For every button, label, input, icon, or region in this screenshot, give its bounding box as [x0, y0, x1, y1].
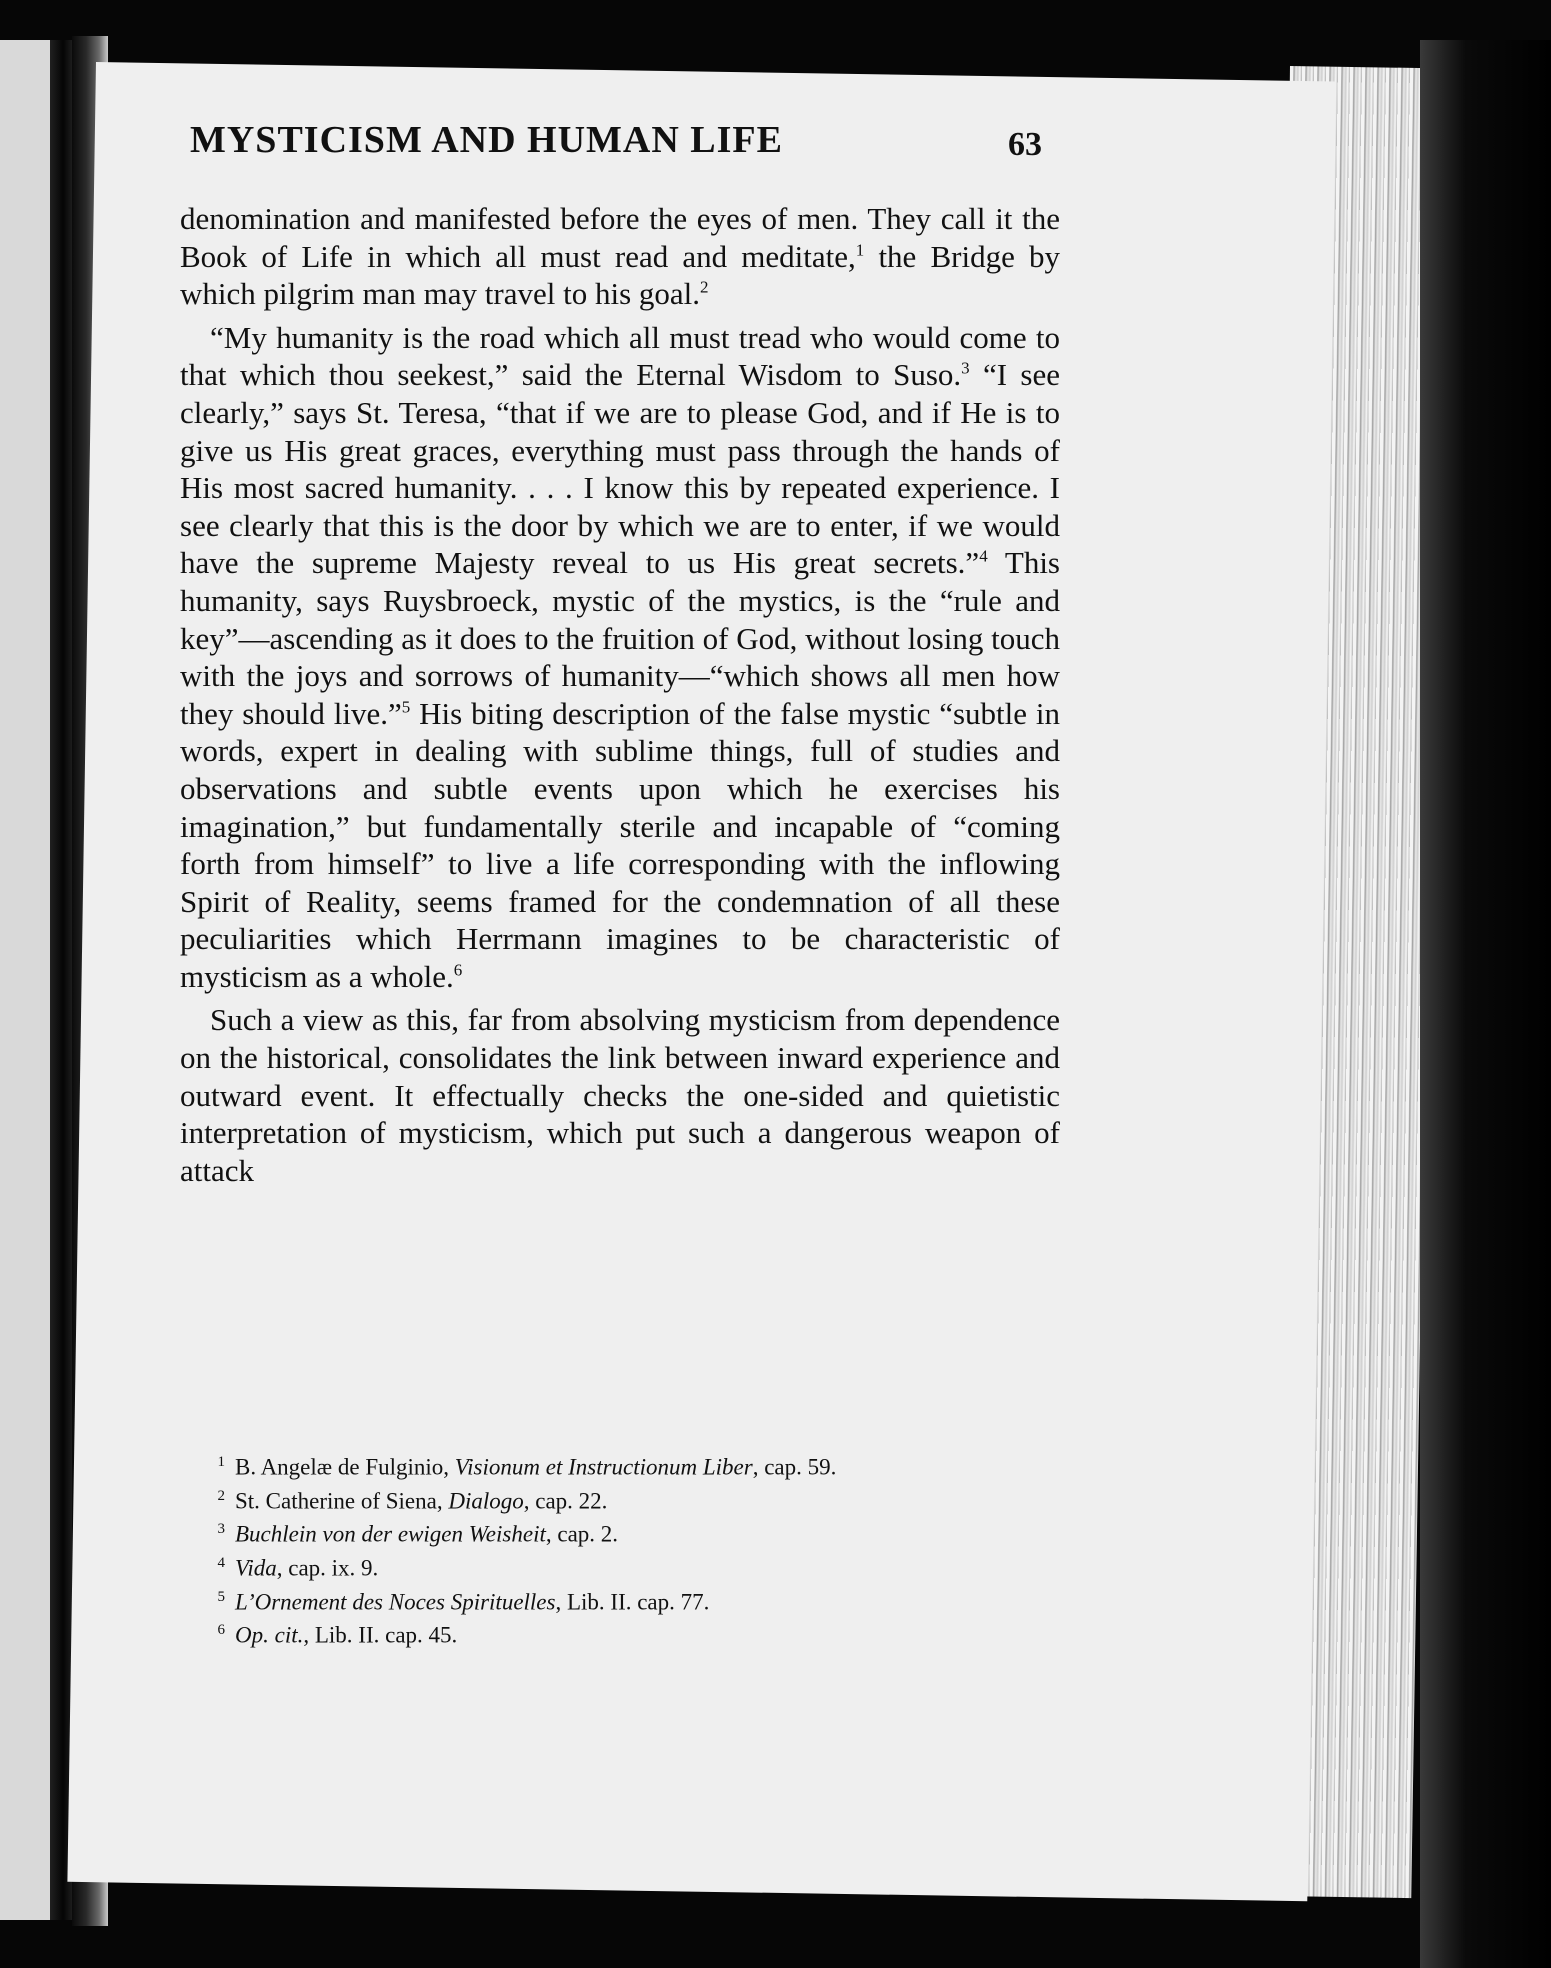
footnote-reference: 5: [401, 697, 411, 717]
footnote: [215, 1583, 1035, 1617]
text-run: This humanity, says Ruysbroeck, mystic of the mystics, is the “rule and key”—ascending as it does to the fruition of God, without losing touch with the joys and sorrows of humanity—“which shows all men how they should live.”: [180, 545, 1060, 731]
text-run: “I see clearly,” says St. Teresa, “that if we are to please God, and if He is to give us His great graces, everything must pass through the hands of His most sacred humanity. . . . I know this by repeated experience. I see clearly that this is the door by which we are to enter, if we would have the supreme Majesty reveal to us His great secrets.”: [180, 357, 1060, 581]
footnote-number: 1: [217, 1454, 225, 1470]
paragraph: [180, 319, 1060, 996]
footnote: [215, 1616, 1035, 1650]
italic-title: L’Ornement des Noces Spirituelles: [235, 1589, 556, 1615]
paragraph: [180, 200, 1060, 313]
italic-title: Vida: [235, 1555, 277, 1581]
text-run: “My humanity is the road which all must tread who would come to that which thou seekest,” said the Eternal Wisdom to Suso.: [180, 319, 1060, 393]
body-text: [180, 200, 1060, 1189]
text-run: His biting description of the false mystic “subtle in words, expert in dealing with sublime things, full of studies and observations and subtle events upon which he exercises his imagination,” but fundamentally sterile and incapable of “coming forth from himself” to live a life corresponding with the inflowing Spirit of Reality, seems framed for the condemnation of all these peculiarities which Herrmann imagines to be characteristic of mysticism as a whole.: [180, 695, 1060, 994]
text-run: , Lib. II. cap. 77.: [555, 1589, 710, 1615]
page-number: 63: [1008, 126, 1042, 163]
text-run: , cap. ix. 9.: [276, 1555, 379, 1581]
text-run: Such a view as this, far from absolving mysticism from dependence on the historical, consolidates the link between inward experience and outward event. It effectually checks the one-sided and quietistic interpretation of mysticism, which put such a dangerous weapon of attack: [180, 1002, 1060, 1188]
paragraph: [180, 1001, 1060, 1189]
italic-title: Dialogo: [448, 1488, 524, 1514]
footnotes: [215, 1448, 1035, 1650]
book-edge-shadow: [1420, 40, 1551, 1968]
footnote: [215, 1448, 1035, 1482]
text-run: denomination and manifested before the eyes of men. They call it the Book of Life in which all must read and meditate,: [180, 201, 1060, 274]
footnote-number: 2: [217, 1487, 225, 1504]
text-run: B. Angelæ de Fulginio,: [235, 1454, 455, 1480]
footnote-reference: 3: [961, 359, 970, 379]
footnote-reference: 1: [855, 240, 865, 260]
running-title: MYSTICISM AND HUMAN LIFE: [190, 119, 783, 161]
italic-title: Op. cit.: [235, 1622, 304, 1648]
footnote: [215, 1482, 1035, 1516]
text-run: , cap. 59.: [752, 1454, 837, 1480]
text-run: , cap. 22.: [523, 1488, 608, 1514]
footnote-number: 5: [217, 1588, 225, 1605]
footnote-number: 6: [217, 1622, 225, 1639]
left-page-edge: [50, 40, 72, 1920]
footnote: [215, 1515, 1035, 1549]
italic-title: Visionum et Instructionum Liber: [454, 1454, 753, 1480]
text-run: , Lib. II. cap. 45.: [303, 1622, 458, 1648]
footnote-number: 3: [217, 1521, 225, 1538]
footnote-reference: 2: [700, 277, 709, 297]
text-run: the Bridge by which pilgrim man may travel to his goal.: [180, 238, 1060, 312]
italic-title: Buchlein von der ewigen Weisheit: [235, 1521, 546, 1547]
footnote-number: 4: [217, 1554, 225, 1571]
text-run: , cap. 2.: [545, 1521, 619, 1547]
footnote: [215, 1549, 1035, 1583]
page-header: [190, 118, 1070, 188]
footnote-reference: 4: [979, 547, 988, 567]
footnote-reference: 6: [453, 960, 463, 980]
text-run: St. Catherine of Siena,: [235, 1488, 449, 1514]
